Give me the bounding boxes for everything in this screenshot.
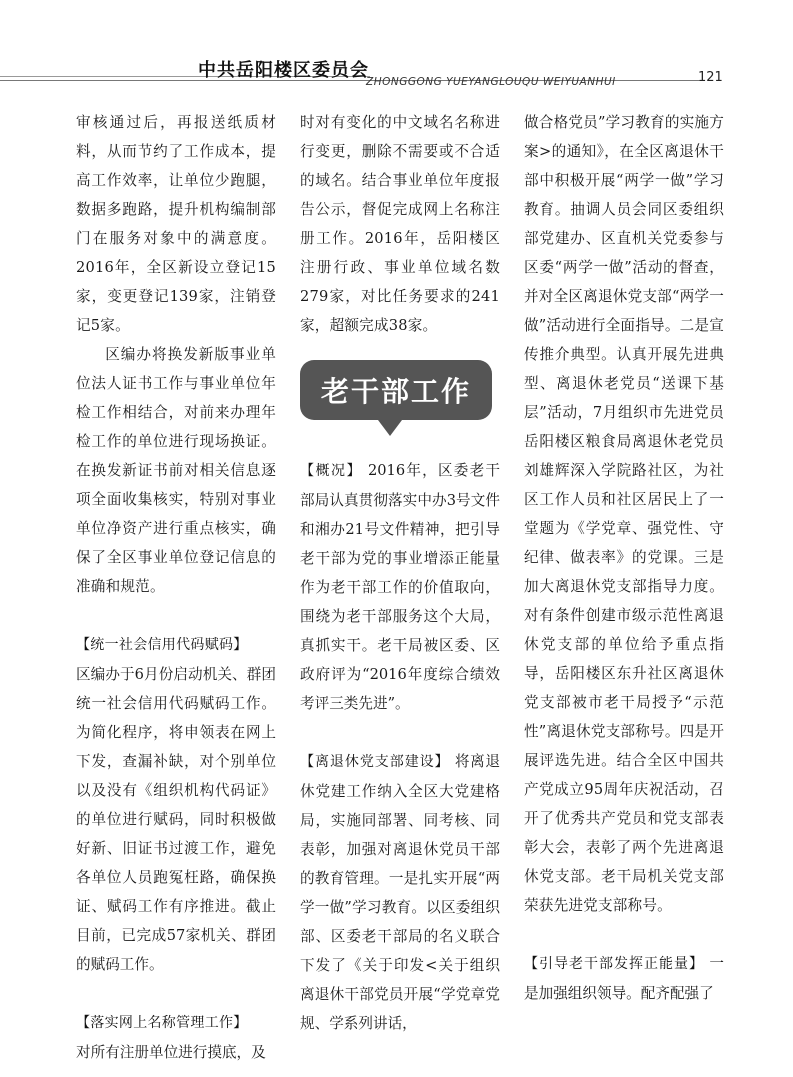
paragraph: 时对有变化的中文域名名称进行变更，删除不需要或不合适的域名。结合事业单位年度报告公示，督促完成网上名称注册工作。2016年，岳阳楼区注册行政、事业单位域名数279家，对比任务要求的241家，超额完成38家。 bbox=[300, 114, 500, 334]
section-body: 一是加强组织领导。配齐配强了 bbox=[524, 955, 724, 1002]
section-body: 2016年，区委老干部局认真贯彻落实中办3号文件和湘办21号文件精神，把引导老干部为党的事业增添正能量作为老干部工作的价值取向，围绕为老干部服务这个大局，真抓实干。老干局被区委、区政府评为“2016年度综合绩效考评三类先进”。 bbox=[300, 462, 501, 712]
paragraph: 审核通过后，再报送纸质材料，从而节约了工作成本，提高工作效率，让单位少跑腿，数据多跑路，提升机构编制部门在服务对象中的满意度。2016年，全区新设立登记15家，变更登记139家，注销登记5家。 bbox=[76, 114, 276, 334]
header-title: 中共岳阳楼区委员会 bbox=[198, 60, 369, 81]
section-body: 将离退休党建工作纳入全区大党建格局，实施同部署、同考核、同表彰，加强对离退休党员干部的教育管理。一是扎实开展“两学一做”学习教育。以区委组织部、区委老干部局的名义联合下发了《关于印发<关于组织离退休干部党员开展“学党章党规、学系列讲话， bbox=[300, 753, 501, 1032]
column-1 bbox=[76, 108, 276, 1067]
column-2 bbox=[300, 108, 500, 1038]
section-heading: 【离退休党支部建设】 bbox=[300, 754, 450, 770]
section-heading: 【落实网上名称管理工作】 bbox=[76, 1015, 248, 1031]
speech-bubble-tail-icon bbox=[378, 420, 402, 436]
section-body: 区编办于6月份启动机关、群团统一社会信用代码赋码工作。为简化程序，将申领表在网上下发，查漏补缺，对个别单位以及没有《组织机构代码证》的单位进行赋码，同时积极做好新、旧证书过渡工作，避免各单位人员跑冤枉路，确保换证、赋码工作有序推进。截止目前，已完成57家机关、群团的赋码工作。 bbox=[76, 666, 276, 973]
section-heading: 【概况】 bbox=[300, 463, 363, 479]
section-overview bbox=[300, 456, 500, 718]
paragraph: 做合格党员”学习教育的实施方案>的通知》，在全区离退休干部中积极开展“两学一做”学习教育。抽调人员会同区委组织部党建办、区直机关党委参与区委“两学一做”活动的督查，并对全区离退休党支部“两学一做”活动进行全面指导。二是宣传推介典型。认真开展先进典型、离退休老党员“送课下基层”活动，7月组织市先进党员岳阳楼区粮食局离退休老党员刘雄辉深入学院路社区，为社区工作人员和社区居民上了一堂题为《学党章、强党性、守纪律、做表率》的党课。三是加大离退休党支部指导力度。对有条件创建市级示范性离退休党支部的单位给予重点指导，岳阳楼区东升社区离退休党支部被市老干局授予“示范性”离退休党支部称号。四是开展评选先进。结合全区中国共产党成立95周年庆祝活动，召开了优秀共产党员和党支部表彰大会，表彰了两个先进离退休党支部。老干局机关党支部荣获先进党支部称号。 bbox=[524, 114, 724, 914]
section-heading: 【引导老干部发挥正能量】 bbox=[524, 956, 705, 972]
section-banner-title: 老干部工作 bbox=[300, 360, 492, 420]
header-subtitle: ZHONGGONG YUEYANGLOUQU WEIYUANHUI bbox=[366, 76, 616, 88]
paragraph: 区编办将换发新版事业单位法人证书工作与事业单位年检工作相结合，对前来办理年检工作的单位进行现场换证。在换发新证书前对相关信息逐项全面收集核实，特别对事业单位净资产进行重点核实，确保了全区事业单位登记信息的准确和规范。 bbox=[76, 346, 276, 595]
section-credit-code bbox=[76, 630, 276, 979]
section-party-branch bbox=[300, 747, 500, 1038]
section-heading: 【统一社会信用代码赋码】 bbox=[76, 637, 248, 653]
section-body: 对所有注册单位进行摸底，及 bbox=[76, 1044, 266, 1061]
section-name-management bbox=[76, 1008, 276, 1067]
section-positive-energy bbox=[524, 949, 724, 1008]
page-number: 121 bbox=[698, 70, 723, 85]
section-banner bbox=[300, 340, 500, 456]
column-3 bbox=[524, 108, 724, 1008]
